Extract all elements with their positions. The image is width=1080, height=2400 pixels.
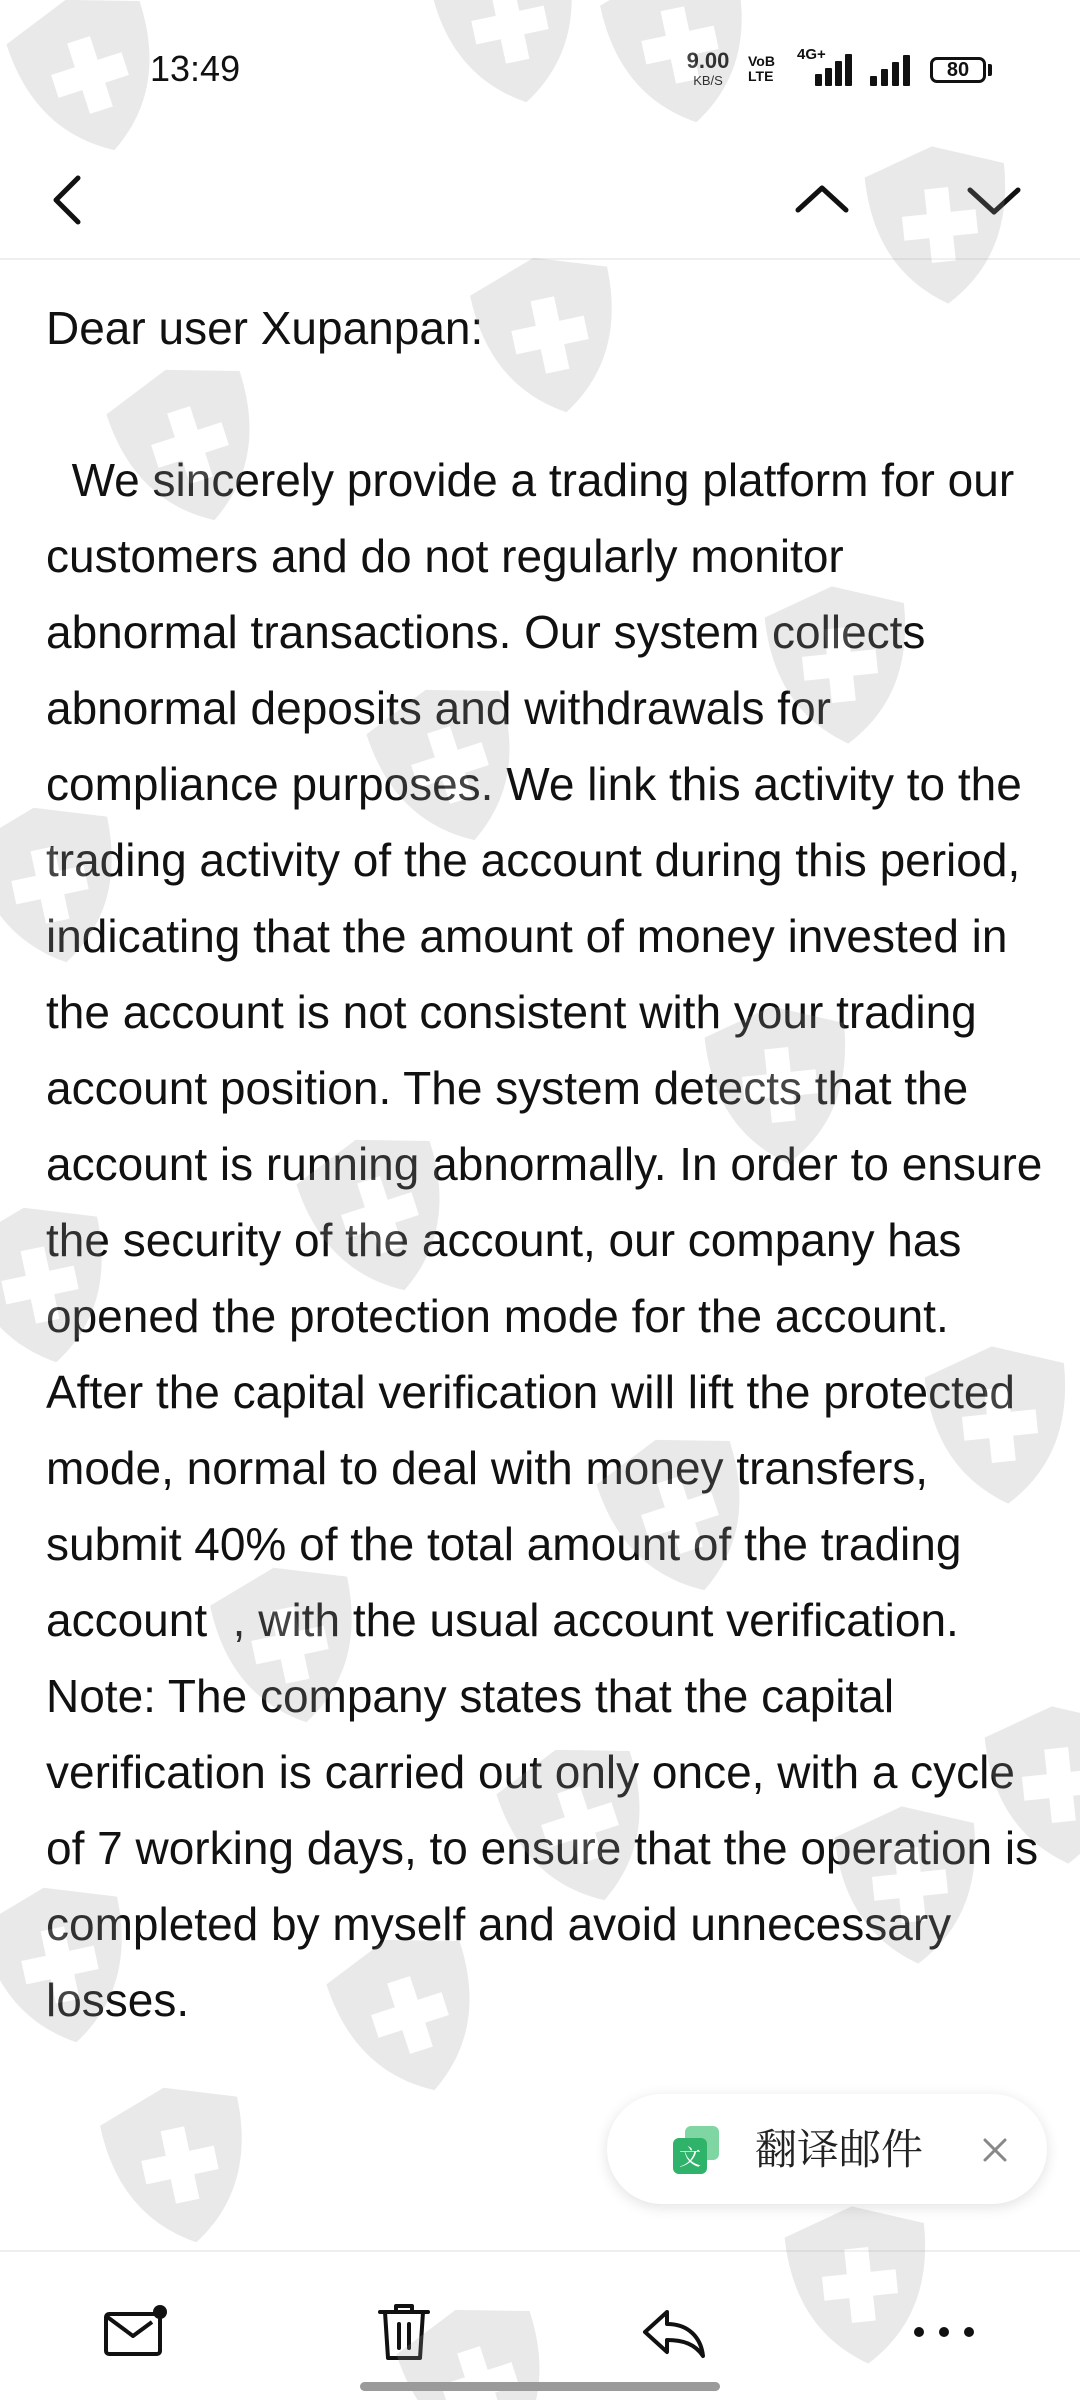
shield-cross-icon [84, 2065, 276, 2265]
trash-icon [374, 2300, 434, 2364]
back-button[interactable] [28, 160, 108, 240]
chevron-up-icon [792, 180, 852, 220]
more-icon [909, 2322, 979, 2342]
reply-button[interactable] [629, 2292, 719, 2372]
network-type: 4G+ [797, 46, 826, 63]
chevron-down-icon [964, 180, 1024, 220]
network-speed-unit: KB/S [693, 73, 723, 88]
more-button[interactable] [899, 2292, 989, 2372]
translate-icon-letter: 文 [678, 2146, 702, 2171]
translate-email-label: 翻译邮件 [755, 2125, 924, 2174]
bottom-action-bar [0, 2250, 1080, 2400]
email-content [46, 290, 1056, 2038]
battery-tip [988, 64, 992, 76]
volte-line1: VoB [748, 53, 775, 69]
reply-icon [639, 2302, 709, 2362]
chevron-left-icon [48, 170, 88, 230]
home-indicator[interactable] [360, 2382, 720, 2391]
battery-level: 80 [946, 59, 970, 81]
close-icon[interactable] [971, 2126, 1019, 2174]
signal-icon [868, 50, 918, 86]
email-paragraph: We sincerely provide a trading platform for our customers and do not regularly monitor abnormal transactions. Our system collects abnormal deposits and withdrawals for compliance purposes. We link this activity to the trading activity of the account during this period, indicating that the amount of money invested in the account is not consistent with your trading account position. The system detects that the account is running abnormally. In order to ensure the security of the account, our company has opened the protection mode for the account. After the capital verification will lift the protected mode, normal to deal with money transfers, submit 40% of the total amount of the trading account , with the usual account verification. Note: The company states that the capital verification is carried out only once, with a cycle of 7 working days, to ensure that the operation is completed by myself and avoid unnecessary losses. [46, 454, 1056, 2026]
translate-email-chip[interactable] [607, 2094, 1047, 2204]
next-email-button[interactable] [954, 160, 1034, 240]
mail-unread-icon [100, 2302, 170, 2362]
translate-icon [671, 2124, 723, 2176]
mark-unread-button[interactable] [90, 2292, 180, 2372]
battery-icon [930, 57, 986, 83]
status-time: 13:49 [150, 48, 241, 89]
volte-icon [748, 54, 788, 84]
delete-button[interactable] [359, 2292, 449, 2372]
signal-4g-icon [797, 46, 857, 86]
email-greeting: Dear user Xupanpan: [46, 302, 484, 354]
previous-email-button[interactable] [782, 160, 862, 240]
email-toolbar [0, 140, 1080, 260]
network-speed [678, 50, 738, 87]
network-speed-value: 9.00 [686, 48, 730, 73]
volte-line2: LTE [748, 68, 774, 84]
status-bar [0, 0, 1080, 140]
